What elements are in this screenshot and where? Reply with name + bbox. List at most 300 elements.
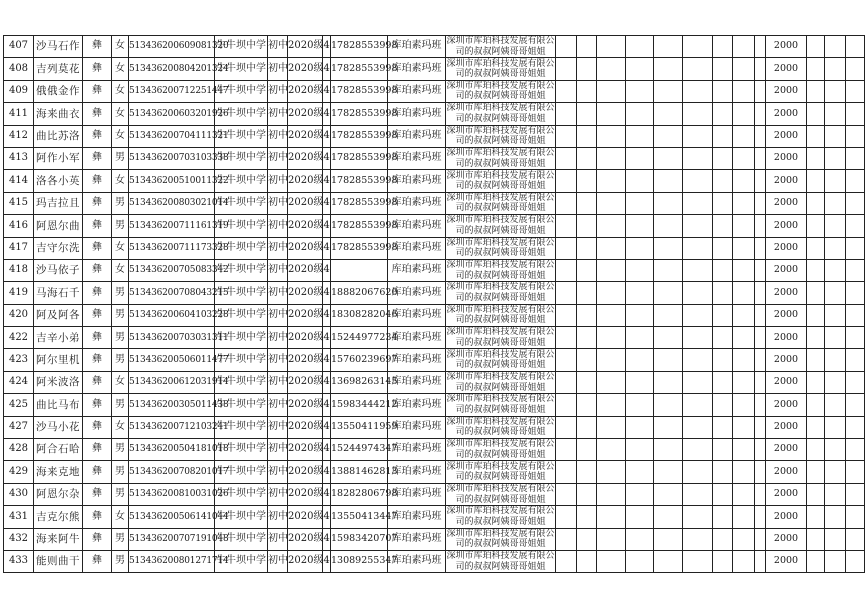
- empty-cell: [807, 170, 825, 192]
- aid-amount: 2000: [766, 215, 807, 237]
- grade-year: 2020级: [288, 439, 323, 461]
- empty-cell: [556, 416, 577, 438]
- school-name: 牛牛坝中学: [215, 80, 268, 102]
- class-name: 库珀素玛班: [388, 506, 446, 528]
- school-name: 牛牛坝中学: [215, 416, 268, 438]
- empty-cell: [626, 550, 654, 572]
- aid-amount: 2000: [766, 506, 807, 528]
- empty-cell: [577, 103, 597, 125]
- empty-cell: [577, 439, 597, 461]
- empty-cell: [755, 528, 766, 550]
- id-number: 513436200711161319: [129, 215, 215, 237]
- school-level: 初中: [268, 125, 288, 147]
- empty-cell: [556, 394, 577, 416]
- study-years: 4: [323, 215, 331, 237]
- student-name: 沙马石作: [34, 36, 83, 58]
- empty-cell: [626, 259, 654, 281]
- phone-number: 13550413447: [331, 506, 388, 528]
- empty-cell: [846, 550, 865, 572]
- empty-cell: [597, 416, 626, 438]
- donor-company-line1: 深圳市库珀科技发展有限公: [446, 103, 555, 114]
- ethnicity: 彝: [83, 461, 112, 483]
- id-number: 513436200704111321: [129, 125, 215, 147]
- class-name: 库珀素玛班: [388, 304, 446, 326]
- empty-cell: [846, 147, 865, 169]
- empty-cell: [807, 259, 825, 281]
- empty-cell: [577, 327, 597, 349]
- donor-company: [446, 282, 556, 304]
- empty-cell: [846, 215, 865, 237]
- study-years: 4: [323, 349, 331, 371]
- donor-company-line2: 司的叔叔阿姨哥哥姐姐: [455, 248, 546, 259]
- empty-cell: [577, 237, 597, 259]
- empty-cell: [807, 125, 825, 147]
- empty-cell: [556, 461, 577, 483]
- row-number: 413: [4, 147, 34, 169]
- empty-cell: [825, 36, 846, 58]
- aid-amount: 2000: [766, 416, 807, 438]
- id-number: 513436200609081320: [129, 36, 215, 58]
- school-level: 初中: [268, 461, 288, 483]
- student-name: 阿恩尔曲: [34, 215, 83, 237]
- empty-cell: [755, 80, 766, 102]
- empty-cell: [597, 349, 626, 371]
- phone-number: 18282806798: [331, 483, 388, 505]
- donor-company: [446, 147, 556, 169]
- phone-number: 17828553998: [331, 192, 388, 214]
- empty-cell: [626, 58, 654, 80]
- grade-year: 2020级: [288, 80, 323, 102]
- study-years: 4: [323, 416, 331, 438]
- table-row: [4, 215, 865, 237]
- school-level: 初中: [268, 192, 288, 214]
- donor-company-line1: 深圳市库珀科技发展有限公: [446, 282, 555, 293]
- school-name: 牛牛坝中学: [215, 506, 268, 528]
- empty-cell: [654, 439, 683, 461]
- empty-cell: [755, 147, 766, 169]
- id-number: 513436200804201324: [129, 58, 215, 80]
- school-name: 牛牛坝中学: [215, 461, 268, 483]
- gender: 男: [112, 439, 129, 461]
- empty-cell: [654, 147, 683, 169]
- donor-company-line2: 司的叔叔阿姨哥哥姐姐: [455, 449, 546, 460]
- empty-cell: [683, 192, 713, 214]
- row-number: 407: [4, 36, 34, 58]
- table-row: [4, 192, 865, 214]
- empty-cell: [713, 506, 733, 528]
- id-number: 513436200504181018: [129, 439, 215, 461]
- class-name: 库珀素玛班: [388, 528, 446, 550]
- empty-cell: [597, 58, 626, 80]
- empty-cell: [654, 58, 683, 80]
- school-level: 初中: [268, 237, 288, 259]
- grade-year: 2020级: [288, 192, 323, 214]
- empty-cell: [597, 550, 626, 572]
- empty-cell: [825, 237, 846, 259]
- grade-year: 2020级: [288, 259, 323, 281]
- aid-amount: 2000: [766, 125, 807, 147]
- grade-year: 2020级: [288, 170, 323, 192]
- school-name: 牛牛坝中学: [215, 147, 268, 169]
- table-row: [4, 461, 865, 483]
- study-years: 4: [323, 282, 331, 304]
- table-row: [4, 147, 865, 169]
- empty-cell: [807, 237, 825, 259]
- empty-cell: [683, 58, 713, 80]
- empty-cell: [807, 349, 825, 371]
- gender: 男: [112, 215, 129, 237]
- empty-cell: [755, 259, 766, 281]
- empty-cell: [807, 439, 825, 461]
- class-name: 库珀素玛班: [388, 461, 446, 483]
- donor-company: [446, 170, 556, 192]
- school-name: 牛牛坝中学: [215, 371, 268, 393]
- gender: 男: [112, 528, 129, 550]
- empty-cell: [846, 371, 865, 393]
- empty-cell: [807, 192, 825, 214]
- donor-company: [446, 439, 556, 461]
- empty-cell: [597, 147, 626, 169]
- empty-cell: [713, 103, 733, 125]
- empty-cell: [654, 215, 683, 237]
- study-years: 4: [323, 125, 331, 147]
- table-row: [4, 304, 865, 326]
- donor-company-line1: 深圳市库珀科技发展有限公: [446, 349, 555, 360]
- gender: 女: [112, 125, 129, 147]
- class-name: 库珀素玛班: [388, 170, 446, 192]
- phone-number: 17828553998: [331, 237, 388, 259]
- empty-cell: [577, 147, 597, 169]
- school-name: 牛牛坝中学: [215, 349, 268, 371]
- phone-number: 17828553998: [331, 170, 388, 192]
- row-number: 428: [4, 439, 34, 461]
- empty-cell: [683, 36, 713, 58]
- empty-cell: [807, 58, 825, 80]
- empty-cell: [683, 103, 713, 125]
- empty-cell: [807, 483, 825, 505]
- empty-cell: [626, 327, 654, 349]
- student-name: 沙马依子: [34, 259, 83, 281]
- row-number: 411: [4, 103, 34, 125]
- donor-company: [446, 304, 556, 326]
- empty-cell: [825, 416, 846, 438]
- empty-cell: [733, 394, 755, 416]
- student-name: 洛各小英: [34, 170, 83, 192]
- empty-cell: [626, 80, 654, 102]
- empty-cell: [556, 439, 577, 461]
- table-row: [4, 394, 865, 416]
- school-name: 牛牛坝中学: [215, 215, 268, 237]
- empty-cell: [733, 259, 755, 281]
- phone-number: 17828553998: [331, 36, 388, 58]
- empty-cell: [597, 528, 626, 550]
- school-level: 初中: [268, 416, 288, 438]
- empty-cell: [626, 125, 654, 147]
- empty-cell: [556, 282, 577, 304]
- row-number: 412: [4, 125, 34, 147]
- aid-amount: 2000: [766, 304, 807, 326]
- donor-company-line1: 深圳市库珀科技发展有限公: [446, 36, 555, 47]
- empty-cell: [654, 506, 683, 528]
- aid-amount: 2000: [766, 528, 807, 550]
- id-number: 513436200801271714: [129, 550, 215, 572]
- table-body: [4, 36, 865, 573]
- school-name: 牛牛坝中学: [215, 58, 268, 80]
- study-years: 4: [323, 394, 331, 416]
- empty-cell: [577, 170, 597, 192]
- id-number: 513436200803021014: [129, 192, 215, 214]
- ethnicity: 彝: [83, 349, 112, 371]
- class-name: 库珀素玛班: [388, 80, 446, 102]
- gender: 女: [112, 36, 129, 58]
- empty-cell: [733, 215, 755, 237]
- school-level: 初中: [268, 170, 288, 192]
- empty-cell: [846, 506, 865, 528]
- empty-cell: [597, 192, 626, 214]
- donor-company-line2: 司的叔叔阿姨哥哥姐姐: [455, 404, 546, 415]
- empty-cell: [556, 327, 577, 349]
- empty-cell: [654, 237, 683, 259]
- aid-amount: 2000: [766, 371, 807, 393]
- donor-company-line2: 司的叔叔阿姨哥哥姐姐: [455, 181, 546, 192]
- school-level: 初中: [268, 147, 288, 169]
- donor-company: [446, 215, 556, 237]
- empty-cell: [556, 550, 577, 572]
- row-number: 420: [4, 304, 34, 326]
- empty-cell: [807, 394, 825, 416]
- empty-cell: [755, 416, 766, 438]
- ethnicity: 彝: [83, 506, 112, 528]
- empty-cell: [807, 461, 825, 483]
- empty-cell: [626, 506, 654, 528]
- row-number: 415: [4, 192, 34, 214]
- empty-cell: [733, 170, 755, 192]
- empty-cell: [683, 506, 713, 528]
- empty-cell: [713, 125, 733, 147]
- donor-company-line2: 司的叔叔阿姨哥哥姐姐: [455, 113, 546, 124]
- study-years: 4: [323, 80, 331, 102]
- empty-cell: [733, 327, 755, 349]
- class-name: 库珀素玛班: [388, 327, 446, 349]
- donor-company: [446, 371, 556, 393]
- donor-company-line1: 深圳市库珀科技发展有限公: [446, 372, 555, 383]
- donor-company-line1: 深圳市库珀科技发展有限公: [446, 192, 555, 203]
- empty-cell: [577, 394, 597, 416]
- empty-cell: [577, 528, 597, 550]
- ethnicity: 彝: [83, 304, 112, 326]
- student-name: 吉辛小弟: [34, 327, 83, 349]
- ethnicity: 彝: [83, 237, 112, 259]
- empty-cell: [733, 58, 755, 80]
- empty-cell: [654, 461, 683, 483]
- gender: 男: [112, 349, 129, 371]
- empty-cell: [683, 215, 713, 237]
- school-name: 牛牛坝中学: [215, 394, 268, 416]
- empty-cell: [846, 394, 865, 416]
- empty-cell: [713, 371, 733, 393]
- donor-company-line2: 司的叔叔阿姨哥哥姐姐: [455, 360, 546, 371]
- phone-number: 13550411959: [331, 416, 388, 438]
- empty-cell: [654, 416, 683, 438]
- school-level: 初中: [268, 371, 288, 393]
- empty-cell: [654, 125, 683, 147]
- grade-year: 2020级: [288, 506, 323, 528]
- empty-cell: [597, 170, 626, 192]
- id-number: 513436200708043215: [129, 282, 215, 304]
- row-number: 433: [4, 550, 34, 572]
- study-years: 4: [323, 550, 331, 572]
- class-name: 库珀素玛班: [388, 237, 446, 259]
- empty-cell: [626, 528, 654, 550]
- empty-cell: [807, 282, 825, 304]
- grade-year: 2020级: [288, 147, 323, 169]
- empty-cell: [683, 147, 713, 169]
- phone-number: [331, 259, 388, 281]
- empty-cell: [683, 416, 713, 438]
- empty-cell: [577, 192, 597, 214]
- empty-cell: [556, 125, 577, 147]
- donor-company: [446, 528, 556, 550]
- student-name: 能则曲干: [34, 550, 83, 572]
- empty-cell: [733, 147, 755, 169]
- empty-cell: [733, 439, 755, 461]
- empty-cell: [755, 125, 766, 147]
- empty-cell: [755, 394, 766, 416]
- study-years: 4: [323, 506, 331, 528]
- empty-cell: [626, 237, 654, 259]
- student-name: 曲比苏洛: [34, 125, 83, 147]
- empty-cell: [733, 371, 755, 393]
- id-number: 513436200612031914: [129, 371, 215, 393]
- empty-cell: [755, 237, 766, 259]
- gender: 女: [112, 371, 129, 393]
- school-name: 牛牛坝中学: [215, 192, 268, 214]
- table-row: [4, 349, 865, 371]
- gender: 女: [112, 58, 129, 80]
- student-name: 阿及阿各: [34, 304, 83, 326]
- empty-cell: [556, 371, 577, 393]
- ethnicity: 彝: [83, 282, 112, 304]
- ethnicity: 彝: [83, 147, 112, 169]
- row-number: 418: [4, 259, 34, 281]
- table-row: [4, 528, 865, 550]
- student-name: 吉列莫花: [34, 58, 83, 80]
- ethnicity: 彝: [83, 215, 112, 237]
- row-number: 431: [4, 506, 34, 528]
- class-name: 库珀素玛班: [388, 394, 446, 416]
- aid-amount: 2000: [766, 58, 807, 80]
- empty-cell: [846, 528, 865, 550]
- empty-cell: [846, 349, 865, 371]
- donor-company-line1: 深圳市库珀科技发展有限公: [446, 461, 555, 472]
- donor-company-line1: 深圳市库珀科技发展有限公: [446, 528, 555, 539]
- table-row: [4, 416, 865, 438]
- empty-cell: [626, 192, 654, 214]
- empty-cell: [626, 36, 654, 58]
- gender: 女: [112, 259, 129, 281]
- empty-cell: [654, 550, 683, 572]
- empty-cell: [597, 439, 626, 461]
- school-level: 初中: [268, 349, 288, 371]
- empty-cell: [713, 192, 733, 214]
- aid-amount: 2000: [766, 550, 807, 572]
- gender: 女: [112, 416, 129, 438]
- id-number: 513436200703031311: [129, 327, 215, 349]
- ethnicity: 彝: [83, 192, 112, 214]
- empty-cell: [577, 506, 597, 528]
- empty-cell: [597, 103, 626, 125]
- empty-cell: [577, 304, 597, 326]
- study-years: 4: [323, 327, 331, 349]
- empty-cell: [755, 550, 766, 572]
- donor-company-line1: 深圳市库珀科技发展有限公: [446, 170, 555, 181]
- donor-company-line2: 司的叔叔阿姨哥哥姐姐: [455, 69, 546, 80]
- empty-cell: [846, 327, 865, 349]
- empty-cell: [825, 550, 846, 572]
- empty-cell: [755, 192, 766, 214]
- study-years: 4: [323, 528, 331, 550]
- empty-cell: [755, 349, 766, 371]
- school-level: 初中: [268, 506, 288, 528]
- empty-cell: [733, 192, 755, 214]
- school-level: 初中: [268, 550, 288, 572]
- study-years: 4: [323, 461, 331, 483]
- id-number: 513436200707191048: [129, 528, 215, 550]
- donor-company: [446, 58, 556, 80]
- empty-cell: [755, 483, 766, 505]
- row-number: 424: [4, 371, 34, 393]
- row-number: 432: [4, 528, 34, 550]
- aid-amount: 2000: [766, 394, 807, 416]
- school-level: 初中: [268, 528, 288, 550]
- table-row: [4, 259, 865, 281]
- empty-cell: [825, 439, 846, 461]
- empty-cell: [626, 304, 654, 326]
- student-name: 吉克尔熊: [34, 506, 83, 528]
- donor-company-line2: 司的叔叔阿姨哥哥姐姐: [455, 494, 546, 505]
- donor-company-line2: 司的叔叔阿姨哥哥姐姐: [455, 136, 546, 147]
- row-number: 409: [4, 80, 34, 102]
- study-years: 4: [323, 304, 331, 326]
- grade-year: 2020级: [288, 103, 323, 125]
- grade-year: 2020级: [288, 304, 323, 326]
- donor-company-line2: 司的叔叔阿姨哥哥姐姐: [455, 516, 546, 527]
- aid-amount: 2000: [766, 237, 807, 259]
- gender: 男: [112, 327, 129, 349]
- empty-cell: [654, 259, 683, 281]
- table-row: [4, 103, 865, 125]
- class-name: 库珀素玛班: [388, 282, 446, 304]
- empty-cell: [825, 58, 846, 80]
- empty-cell: [577, 483, 597, 505]
- empty-cell: [654, 192, 683, 214]
- empty-cell: [846, 237, 865, 259]
- grade-year: 2020级: [288, 349, 323, 371]
- empty-cell: [577, 58, 597, 80]
- empty-cell: [654, 394, 683, 416]
- empty-cell: [846, 416, 865, 438]
- ethnicity: 彝: [83, 80, 112, 102]
- empty-cell: [755, 215, 766, 237]
- gender: 男: [112, 461, 129, 483]
- empty-cell: [825, 147, 846, 169]
- empty-cell: [683, 125, 713, 147]
- empty-cell: [755, 371, 766, 393]
- empty-cell: [825, 371, 846, 393]
- table-row: [4, 506, 865, 528]
- table-row: [4, 237, 865, 259]
- gender: 男: [112, 282, 129, 304]
